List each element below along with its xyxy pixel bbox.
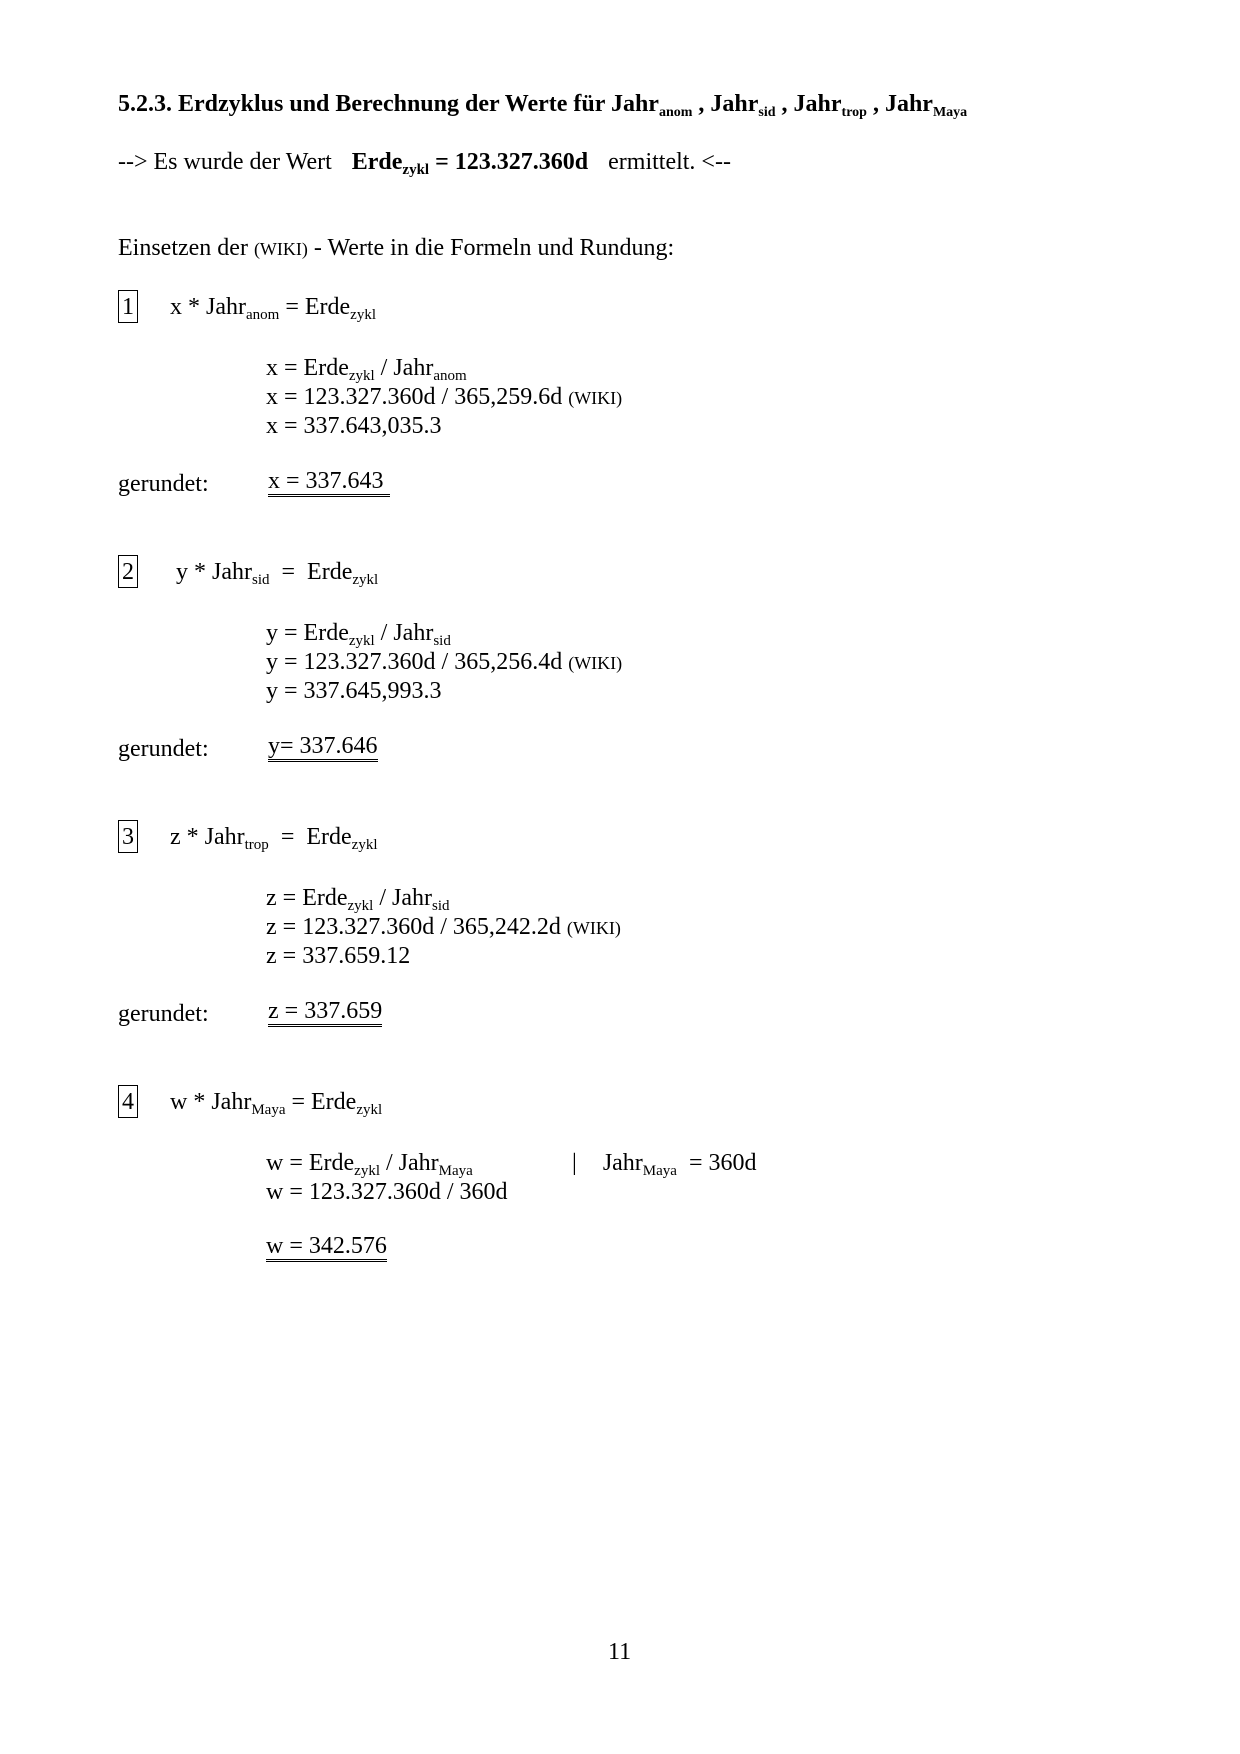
equation-2 [118, 555, 378, 588]
calc-4-line-1 [266, 1150, 473, 1179]
c1-l1-b: / Jahr [374, 355, 434, 381]
eq2-a: y * Jahr [176, 559, 252, 585]
section-heading [118, 91, 968, 120]
equation-number-3: 3 [118, 820, 138, 853]
c1-l2-wiki: (WIKI) [568, 388, 623, 408]
calc-4-line-2: w = 123.327.360d / 360d [266, 1179, 508, 1205]
calc-3-line-1 [266, 885, 450, 914]
heading-sep-2: , Jahr [775, 91, 842, 117]
rounded-1-value [268, 468, 390, 497]
eq4-a-sub: Maya [251, 1102, 286, 1118]
result-line [118, 149, 731, 178]
maya-note-b: = 360d [676, 1150, 757, 1176]
rounded-3-value [268, 998, 382, 1027]
intro-wiki: (WIKI) [253, 239, 308, 259]
eq2-a-sub: sid [251, 572, 270, 588]
c3-l2: z = 123.327.360d / 365,242.2d [266, 914, 561, 940]
result-value [351, 149, 589, 178]
c4-l1-b: / Jahr [380, 1150, 439, 1176]
maya-year-note [572, 1150, 757, 1179]
c2-l1-a-sub: zykl [348, 633, 375, 649]
maya-note-a-sub: Maya [642, 1163, 677, 1179]
rounded-3-label: gerundet: [118, 1001, 209, 1027]
eq1-a: x * Jahr [170, 294, 246, 320]
calc-1-line-3: x = 337.643,035.3 [266, 413, 442, 439]
eq3-a-sub: trop [244, 837, 269, 853]
c3-l2-wiki: (WIKI) [566, 918, 621, 938]
rounded-2-label: gerundet: [118, 736, 209, 762]
calc-2-line-1 [266, 620, 451, 649]
rounded-2-text: y= 337.646 [268, 733, 378, 762]
c1-l1-a-sub: zykl [348, 368, 375, 384]
rounded-1-label: gerundet: [118, 471, 209, 497]
c3-l1-a: z = Erde [266, 885, 348, 911]
eq1-a-sub: anom [245, 307, 280, 323]
c2-l1-b: / Jahr [374, 620, 434, 646]
heading-sep-1: , Jahr [692, 91, 759, 117]
eq3-b-sub: zykl [351, 837, 378, 853]
intro-text-2: - Werte in die Formeln und Rundung: [313, 235, 675, 261]
eq1-b-sub: zykl [350, 307, 376, 323]
heading-text: 5.2.3. Erdzyklus und Berechnung der Werte für Jahr [118, 91, 659, 117]
maya-note-bar: | [572, 1150, 577, 1176]
equation-2-formula [176, 559, 379, 588]
c2-l1-a: y = Erde [266, 620, 349, 646]
equation-3-formula [170, 824, 378, 853]
rounded-1-text: x = 337.643 [268, 468, 390, 497]
calc-2-line-3: y = 337.645,993.3 [266, 678, 442, 704]
eq4-b: = Erde [285, 1089, 357, 1115]
result-suffix: ermittelt. <-- [608, 149, 731, 175]
equation-number-4: 4 [118, 1085, 138, 1118]
eq4-a: w * Jahr [170, 1089, 252, 1115]
calc-1-line-2 [266, 385, 622, 409]
heading-sub-sid: sid [758, 105, 776, 120]
maya-note-a: Jahr [602, 1150, 643, 1176]
result-prefix: --> Es wurde der Wert [118, 149, 332, 175]
c2-l2-wiki: (WIKI) [568, 653, 623, 673]
c4-l1-a: w = Erde [266, 1150, 355, 1176]
rounded-2-value [268, 733, 378, 762]
c4-l1-b-sub: Maya [438, 1163, 473, 1179]
c1-l1-b-sub: anom [433, 368, 467, 384]
result-4-text: w = 342.576 [266, 1233, 387, 1262]
equation-3 [118, 820, 377, 853]
heading-sub-anom: anom [658, 105, 693, 120]
eq2-b: = Erde [269, 559, 353, 585]
heading-sub-trop: trop [841, 105, 867, 120]
result-erde-sub: zykl [402, 162, 430, 178]
calc-3-line-3: z = 337.659.12 [266, 943, 411, 969]
c3-l1-a-sub: zykl [347, 898, 374, 914]
c1-l1-a: x = Erde [266, 355, 349, 381]
eq1-b: = Erde [279, 294, 351, 320]
result-number: = 123.327.360d [429, 149, 589, 175]
eq3-b: = Erde [268, 824, 352, 850]
equation-4-formula [170, 1089, 383, 1118]
equation-number-1: 1 [118, 290, 138, 323]
equation-1-formula [170, 294, 376, 323]
calc-3-line-2 [266, 915, 621, 939]
calc-2-line-2 [266, 650, 622, 674]
calc-1-line-1 [266, 355, 467, 384]
equation-1 [118, 290, 376, 323]
eq2-b-sub: zykl [352, 572, 379, 588]
intro-line [118, 236, 674, 260]
c2-l1-b-sub: sid [433, 633, 451, 649]
c2-l2: y = 123.327.360d / 365,256.4d [266, 649, 563, 675]
rounded-3-text: z = 337.659 [268, 998, 382, 1027]
heading-sub-maya: Maya [932, 105, 968, 120]
page-number: 11 [608, 1639, 632, 1665]
result-4-value [266, 1233, 387, 1262]
c1-l2: x = 123.327.360d / 365,259.6d [266, 384, 563, 410]
maya-note-text [602, 1150, 757, 1179]
eq4-b-sub: zykl [356, 1102, 383, 1118]
eq3-a: z * Jahr [170, 824, 245, 850]
c4-l1-a-sub: zykl [354, 1163, 380, 1179]
equation-4 [118, 1085, 382, 1118]
c3-l1-b: / Jahr [373, 885, 432, 911]
heading-sep-3: , Jahr [866, 91, 933, 117]
result-erde: Erde [351, 149, 403, 175]
c3-l1-b-sub: sid [431, 898, 450, 914]
equation-number-2: 2 [118, 555, 138, 588]
intro-text-1: Einsetzen der [118, 235, 248, 261]
